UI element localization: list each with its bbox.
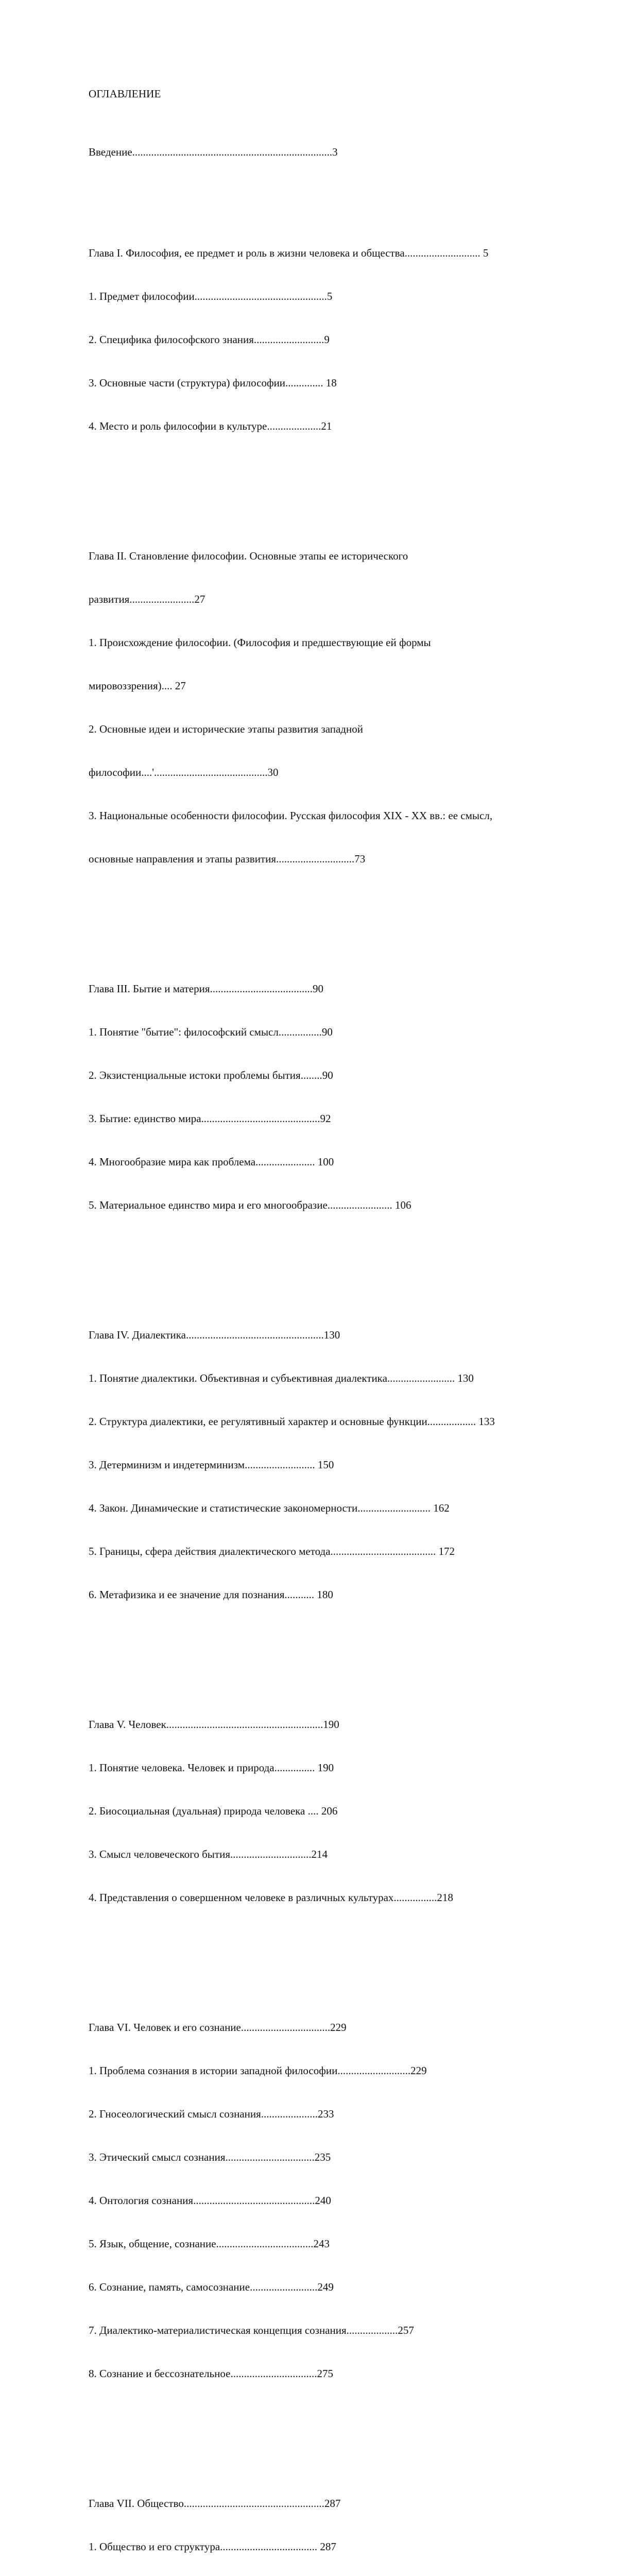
toc-section: 3. Национальные особенности философии. Русская философия XIX - XX вв.: ее смысл, <box>89 809 493 822</box>
toc-chapter-3 <box>89 953 598 1241</box>
toc-section: 3. Этический смысл сознания.................................235 <box>89 2151 331 2163</box>
toc-section: 2. Специфика философского знания..........................9 <box>89 333 330 346</box>
toc-section-continued: мировоззрения).... 27 <box>89 680 186 692</box>
toc-section: 4. Представления о совершенном человеке в различных культурах................218 <box>89 1891 453 1904</box>
toc-section: 3. Смысл человеческого бытия..............................214 <box>89 1848 328 1860</box>
toc-section-continued: философии....'..........................................30 <box>89 766 279 778</box>
toc-section: 3. Основные части (структура) философии.............. 18 <box>89 377 337 389</box>
toc-chapter-2 <box>89 520 598 895</box>
toc-chapter-heading-continued: развития........................27 <box>89 593 205 605</box>
toc-section: 3. Детерминизм и индетерминизм.......................... 150 <box>89 1459 334 1471</box>
toc-section: 5. Материальное единство мира и его многообразие........................ 106 <box>89 1199 411 1211</box>
toc-section: 1. Понятие "бытие": философский смысл................90 <box>89 1026 333 1038</box>
toc-section: 1. Происхождение философии. (Философия и предшествующие ей формы <box>89 636 431 649</box>
toc-section: 1. Понятие человека. Человек и природа............... 190 <box>89 1761 334 1774</box>
table-of-contents <box>89 58 598 2576</box>
toc-section: 3. Бытие: единство мира............................................92 <box>89 1112 331 1125</box>
toc-chapter-4 <box>89 1299 598 1631</box>
toc-chapter-6 <box>89 1991 598 2410</box>
toc-chapter-heading: Глава I. Философия, ее предмет и роль в жизни человека и общества............................ 5 <box>89 247 489 259</box>
toc-section: 6. Сознание, память, самосознание.........................249 <box>89 2281 334 2293</box>
toc-chapter-1 <box>89 217 598 462</box>
toc-section: 6. Метафизика и ее значение для познания........... 180 <box>89 1588 333 1601</box>
toc-chapter-heading: Глава VI. Человек и его сознание.................................229 <box>89 2021 347 2033</box>
toc-chapter-heading: Глава III. Бытие и материя......................................90 <box>89 982 324 995</box>
toc-section: 2. Основные идеи и исторические этапы развития западной <box>89 723 363 735</box>
toc-chapter-heading: Глава II. Становление философии. Основные этапы ее исторического <box>89 550 408 562</box>
toc-section: 1. Проблема сознания в истории западной философии...........................229 <box>89 2064 427 2077</box>
toc-section-continued: основные направления и этапы развития.............................73 <box>89 853 366 865</box>
toc-section: 4. Многообразие мира как проблема...................... 100 <box>89 1156 334 1168</box>
toc-section: 7. Диалектико-материалистическая концепция сознания...................257 <box>89 2324 414 2336</box>
toc-section: 4. Место и роль философии в культуре....................21 <box>89 420 332 432</box>
toc-section: 1. Предмет философии.................................................5 <box>89 290 333 302</box>
toc-chapter-heading: Глава V. Человек..........................................................190 <box>89 1718 339 1731</box>
toc-section: 1. Понятие диалектики. Объективная и субъективная диалектика......................... 130 <box>89 1372 474 1384</box>
toc-section: 1. Общество и его структура.................................... 287 <box>89 2540 336 2553</box>
toc-section: 8. Сознание и бессознательное................................275 <box>89 2367 333 2380</box>
toc-section: 5. Язык, общение, сознание....................................243 <box>89 2238 330 2250</box>
toc-chapter-5 <box>89 1688 598 1934</box>
toc-section: 5. Границы, сфера действия диалектического метода....................................... 172 <box>89 1545 455 1557</box>
toc-chapter-7 <box>89 2467 598 2576</box>
toc-section: 2. Структура диалектики, ее регулятивный характер и основные функции.................. 133 <box>89 1415 495 1428</box>
toc-chapter-heading: Глава IV. Диалектика...................................................130 <box>89 1329 340 1341</box>
toc-chapter-heading: Глава VII. Общество....................................................287 <box>89 2497 341 2510</box>
toc-section: 4. Закон. Динамические и статистические закономерности........................... 162 <box>89 1502 450 1514</box>
toc-section: 2. Экзистенциальные истоки проблемы бытия........90 <box>89 1069 333 1081</box>
toc-section: 2. Гносеологический смысл сознания.....................233 <box>89 2108 334 2120</box>
toc-section: 2. Биосоциальная (дуальная) природа человека .... 206 <box>89 1805 338 1817</box>
toc-entry-intro: Введение..........................................................................3 <box>89 146 338 158</box>
toc-section: 4. Онтология сознания.............................................240 <box>89 2194 331 2207</box>
page-title: ОГЛАВЛЕНИЕ <box>89 88 161 100</box>
